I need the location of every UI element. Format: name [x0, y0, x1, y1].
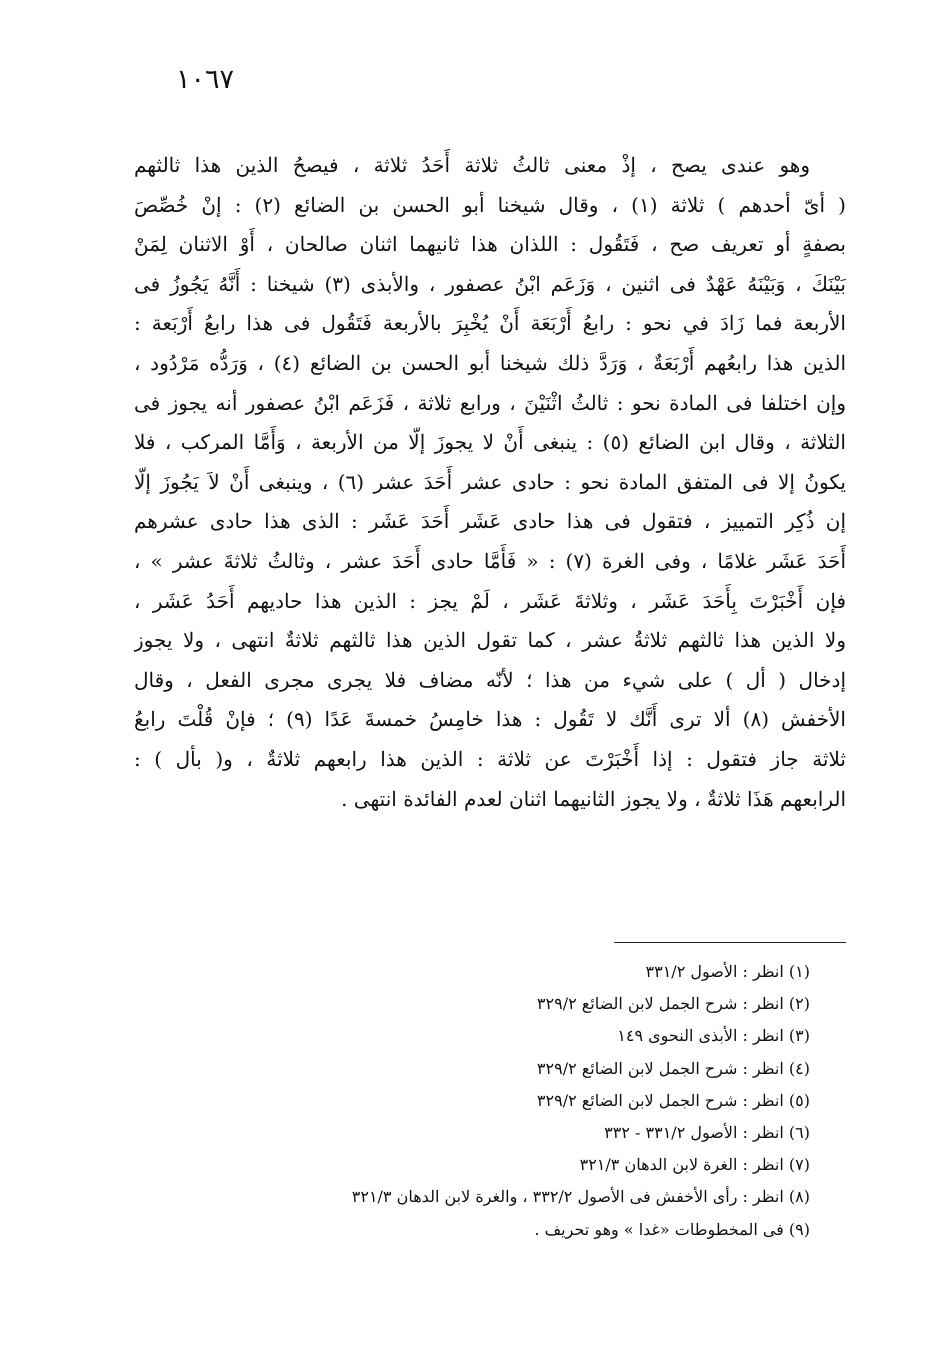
footnote: (٨) انظر : رأى الأخفش فى الأصول ٣٣٢/٢ ، والغرة لابن الدهان ٣٢١/٣ — [351, 1187, 810, 1207]
body-line: ( أىّ أحدهم ) ثلاثة (١) ، وقال شيخنا أبو الحسن بن الضائع (٢) : إنْ خُصِّصَ — [134, 192, 846, 217]
body-line: يكونُ إلا فى المتفق المادة نحو : حادى عشر أَحَدَ عشر (٦) ، وينبغى أَنْ لاَ يَجُوزَ إلّا — [134, 469, 846, 494]
footnote: (٢) انظر : شرح الجمل لابن الضائع ٣٢٩/٢ — [536, 994, 810, 1014]
footnotes — [200, 956, 810, 1246]
footnote: (٤) انظر : شرح الجمل لابن الضائع ٣٢٩/٢ — [536, 1058, 810, 1078]
body-line: وهو عندى يصح ، إذْ معنى ثالثُ ثلاثة أَحَدُ ثلاثة ، فيصحُ الذين هذا ثالثهم — [134, 153, 810, 177]
body-line: الأربعة فما زَادَ في نحو : رابعُ أَرْبَعَة أَنْ يُخْبِرَ بالأربعة فَتَقُول فى هذا رابعُ أَرْبَعة : — [134, 311, 846, 336]
footnote-separator — [614, 942, 846, 943]
body-line: ثلاثة جاز فتقول : إذا أَخْبَرْتَ عن ثلاثة : الذين هذا رابعهم ثلاثةٌ ، و( بأل ) : — [134, 746, 846, 771]
body-text — [134, 146, 846, 819]
footnote: (٣) انظر : الأبذى النحوى ١٤٩ — [617, 1026, 810, 1046]
body-line: وإن اختلفا فى المادة نحو : ثالثُ اثْنَيْنَ ، ورابع ثلاثة ، فَزَعَم ابْنُ عصفور أنه يجوز فى — [134, 390, 846, 415]
body-line: إن ذُكِر التمييز ، فتقول فى هذا حادى عَشَر أَحَدَ عَشَر : الذى هذا حادى عشرهم — [134, 509, 846, 534]
body-line: بصفةٍ أو تعريف صح ، فَتَقُول : اللذان هذا ثانيهما اثنان صالحان ، أَوْ الاثنان لِمَنْ — [134, 232, 846, 257]
footnote: (٩) فى المخطوطات «غدا » وهو تحريف . — [534, 1219, 810, 1239]
footnote: (٥) انظر : شرح الجمل لابن الضائع ٣٢٩/٢ — [536, 1090, 810, 1110]
body-line: الأخفش (٨) ألا ترى أَنَّك لا تَقُول : هذا خامِسُ خمسةَ عَدًا (٩) ؛ فإنْ قُلْتَ رابعُ — [134, 707, 846, 732]
body-line: إدخال ( أل ) على شيء من هذا ؛ لأنّه مضاف فلا يجرى مجرى الفعل ، وقال — [134, 667, 846, 692]
footnote: (٧) انظر : الغرة لابن الدهان ٣٢١/٣ — [579, 1155, 810, 1175]
footnote: (١) انظر : الأصول ٣٣١/٢ — [645, 962, 810, 981]
body-line: أَحَدَ عَشَر غلامًا ، وفى الغرة (٧) : « فَأَمَّا حادى أَحَدَ عشر ، وثالثُ ثلاثةَ عشر » ، — [134, 548, 846, 573]
body-line: الذين هذا رابعُهم أَرْبَعَةٌ ، وَرَدَّ ذلك شيخنا أبو الحسن بن الضائع (٤) ، وَرَدُّه مَرْدُود ، — [134, 350, 846, 375]
body-line: فإن أَخْبَرْتَ بِأَحَدَ عَشَر ، وثلاثةَ عَشَر ، لَمْ يجز : الذين هذا حاديهم أَحَدُ عَشَر ، — [134, 588, 846, 613]
body-line: ولا الذين هذا ثالثهم ثلاثةُ عشر ، كما تقول الذين هذا ثالثهم ثلاثةٌ انتهى ، ولا يجوز — [134, 628, 846, 653]
body-line: بَيْنَكَ ، وَبَيْنَهُ عَهْدٌ فى اثنين ، وَزَعَم ابْنُ عصفور ، والأبذى (٣) شيخنا : أَنَّهُ يَجُوزُ فى — [134, 271, 846, 296]
footnote: (٦) انظر : الأصول ٣٣١/٢ - ٣٣٢ — [604, 1122, 810, 1142]
body-line: الثلاثة ، وقال ابن الضائع (٥) : ينبغى أَنْ لا يجوزَ إلّا من الأربعة ، وَأَمَّا المركب ، فلا — [134, 430, 846, 455]
body-line: الرابعهم هَذَا ثلاثةٌ ، ولا يجوز الثانيهما اثنان لعدم الفائدة انتهى . — [341, 786, 846, 811]
page-number: ١٠٦٧ — [176, 64, 235, 95]
